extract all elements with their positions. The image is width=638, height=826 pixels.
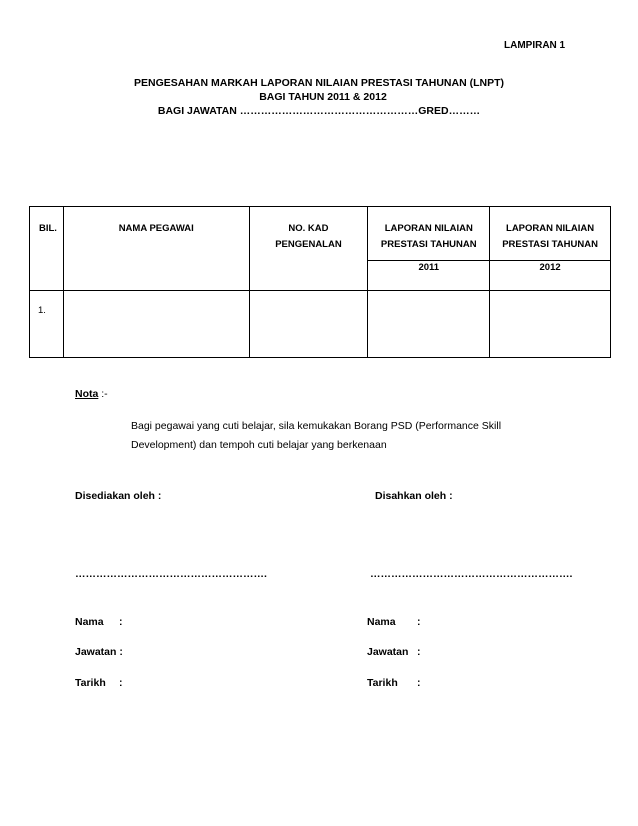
right-tarikh-label: Tarikh (367, 677, 398, 689)
nota-text: Bagi pegawai yang cuti belajar, sila kemukakan Borang PSD (Performance Skill Development) dan tempoh cuti belajar yang berkenaan (131, 420, 502, 451)
year-2011-label: 2011 (418, 262, 440, 273)
left-tarikh-label: Tarikh (75, 677, 106, 689)
header-lnpt-2012-line2: PRESTASI TAHUNAN (502, 239, 598, 250)
row-no-kad[interactable] (249, 291, 368, 358)
header-no-kad-line2: PENGENALAN (275, 239, 342, 250)
table-header-row (30, 207, 611, 261)
year-2012 (490, 261, 611, 291)
nota (75, 388, 108, 400)
year-2012-label: 2012 (539, 262, 561, 273)
row-bil: 1. (30, 291, 64, 358)
header-lnpt-2011 (368, 207, 490, 261)
row-lnpt-2011[interactable] (368, 291, 490, 358)
left-jawatan-label: Jawatan : (75, 646, 123, 658)
header-lnpt-2011-line2: PRESTASI TAHUNAN (380, 239, 477, 250)
table-row (30, 291, 611, 358)
left-signature-line: ………………………………………………. (75, 568, 267, 580)
disediakan-oleh-label: Disediakan oleh : (75, 490, 162, 502)
nota-label: Nota (75, 388, 99, 400)
nota-suffix: :- (98, 388, 108, 400)
left-nama-colon: : (119, 616, 123, 628)
header-no-kad (249, 207, 368, 291)
lnpt-table (29, 206, 611, 358)
heading-line-3: BAGI JAWATAN ……………………………………………GRED……… (157, 105, 481, 117)
header-nama-pegawai: NAMA PEGAWAI (63, 207, 249, 291)
left-tarikh-field (75, 677, 123, 689)
right-jawatan-label: Jawatan (367, 646, 409, 658)
right-tarikh-colon: : (417, 677, 421, 689)
left-jawatan-field (75, 646, 123, 658)
lampiran-label: LAMPIRAN 1 (504, 40, 566, 51)
right-jawatan-field (367, 646, 421, 658)
header-bil: BIL. (30, 207, 64, 291)
right-nama-label: Nama (367, 616, 396, 628)
header-lnpt-2012-line1: LAPORAN NILAIAN (506, 223, 595, 234)
right-nama-colon: : (417, 616, 421, 628)
header-lnpt-2012 (490, 207, 611, 261)
left-nama-label: Nama (75, 616, 104, 628)
year-2011 (368, 261, 490, 291)
disahkan-oleh-label: Disahkan oleh : (375, 490, 453, 502)
row-nama-pegawai[interactable] (63, 291, 249, 358)
row-lnpt-2012[interactable] (490, 291, 611, 358)
left-tarikh-colon: : (119, 677, 123, 689)
header-no-kad-line1: NO. KAD (288, 223, 329, 234)
right-tarikh-field (367, 677, 421, 689)
left-nama-field (75, 616, 123, 628)
heading-line-2: BAGI TAHUN 2011 & 2012 (259, 91, 387, 103)
heading-line-1: PENGESAHAN MARKAH LAPORAN NILAIAN PRESTASI TAHUNAN (LNPT) (133, 77, 505, 89)
header-lnpt-2011-line1: LAPORAN NILAIAN (384, 223, 473, 234)
document-heading (0, 76, 638, 118)
right-jawatan-colon: : (417, 646, 421, 658)
right-signature-line: …………………………………………………. (370, 568, 573, 580)
right-nama-field (367, 616, 421, 628)
